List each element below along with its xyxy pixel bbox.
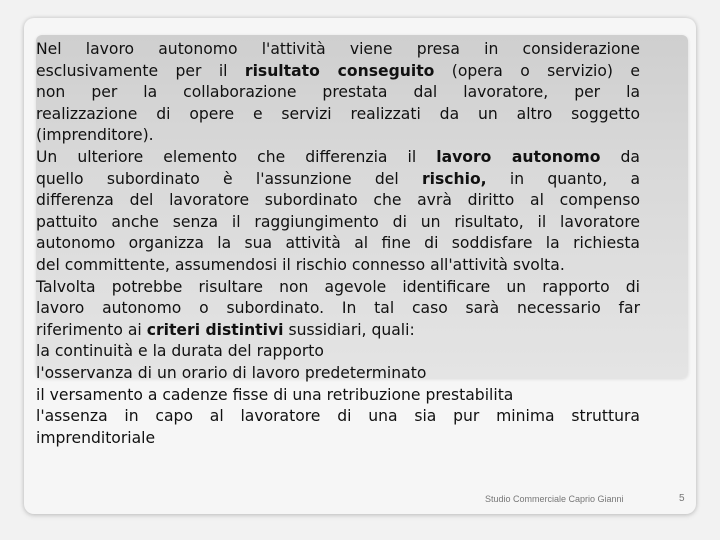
text-line	[36, 104, 640, 126]
text-segment: in quanto, a	[486, 169, 640, 188]
text-line	[36, 169, 640, 191]
paragraph	[36, 385, 640, 407]
paragraph	[36, 277, 640, 342]
text-line	[36, 255, 640, 277]
text-segment: lavoro autonomo o subordinato. In tal caso sarà necessario far	[36, 299, 640, 318]
paragraph	[36, 341, 640, 363]
text-line	[36, 190, 640, 212]
text-segment: realizzazione di opere e servizi realizzati da un altro soggetto	[36, 104, 640, 123]
paragraph	[36, 363, 640, 385]
text-segment: Un ulteriore elemento che differenzia il	[36, 147, 437, 166]
text-line	[36, 212, 640, 234]
text-segment: autonomo organizza la sua attività al fine di soddisfare la richiesta	[36, 234, 640, 253]
text-line	[36, 82, 640, 104]
text-segment: (imprenditore).	[36, 126, 154, 145]
paragraph	[36, 406, 640, 449]
text-line	[36, 61, 640, 83]
text-line	[36, 385, 640, 407]
bold-text: lavoro autonomo	[436, 147, 601, 166]
text-segment: differenza del lavoratore subordinato che avrà diritto al compenso	[36, 191, 640, 210]
text-segment: Talvolta potrebbe risultare non agevole identificare un rapporto di	[36, 277, 640, 296]
text-segment: pattuito anche senza il raggiungimento di un risultato, il lavoratore	[36, 212, 640, 231]
text-segment: imprenditoriale	[36, 428, 156, 447]
text-segment: il versamento a cadenze fisse di una retribuzione prestabilita	[36, 385, 514, 404]
text-line	[36, 147, 640, 169]
text-segment: (opera o servizio) e	[434, 61, 640, 80]
body-text	[36, 39, 640, 449]
bold-text: rischio,	[421, 169, 487, 188]
paragraph	[36, 39, 640, 147]
footer-text: Studio Commerciale Caprio Gianni	[485, 494, 624, 504]
text-segment: l'assenza in capo al lavoratore di una sia pur minima struttura	[36, 407, 640, 426]
text-line	[36, 406, 640, 428]
text-line	[36, 298, 640, 320]
text-segment: la continuità e la durata del rapporto	[36, 342, 324, 361]
text-line	[36, 320, 640, 342]
paragraph	[36, 147, 640, 277]
text-segment: riferimento ai	[36, 320, 147, 339]
text-segment: del committente, assumendosi il rischio connesso all'attività svolta.	[36, 255, 565, 274]
text-line	[36, 341, 640, 363]
text-segment: Nel lavoro autonomo l'attività viene presa in considerazione	[36, 40, 640, 58]
text-segment: esclusivamente per il	[36, 61, 245, 80]
text-segment: quello subordinato è l'assunzione del	[36, 169, 422, 188]
text-line	[36, 39, 640, 61]
bold-text: criteri distintivi	[146, 320, 284, 339]
page-number: 5	[679, 493, 685, 504]
text-line	[36, 125, 640, 147]
bold-text: risultato conseguito	[244, 61, 435, 80]
text-segment: da	[600, 147, 640, 166]
text-segment: sussidiari, quali:	[283, 320, 415, 339]
text-line	[36, 428, 640, 450]
text-segment: non per la collaborazione prestata dal lavoratore, per la	[36, 83, 640, 102]
text-line	[36, 233, 640, 255]
text-line	[36, 277, 640, 299]
text-line	[36, 363, 640, 385]
text-segment: l'osservanza di un orario di lavoro predeterminato	[36, 363, 427, 382]
